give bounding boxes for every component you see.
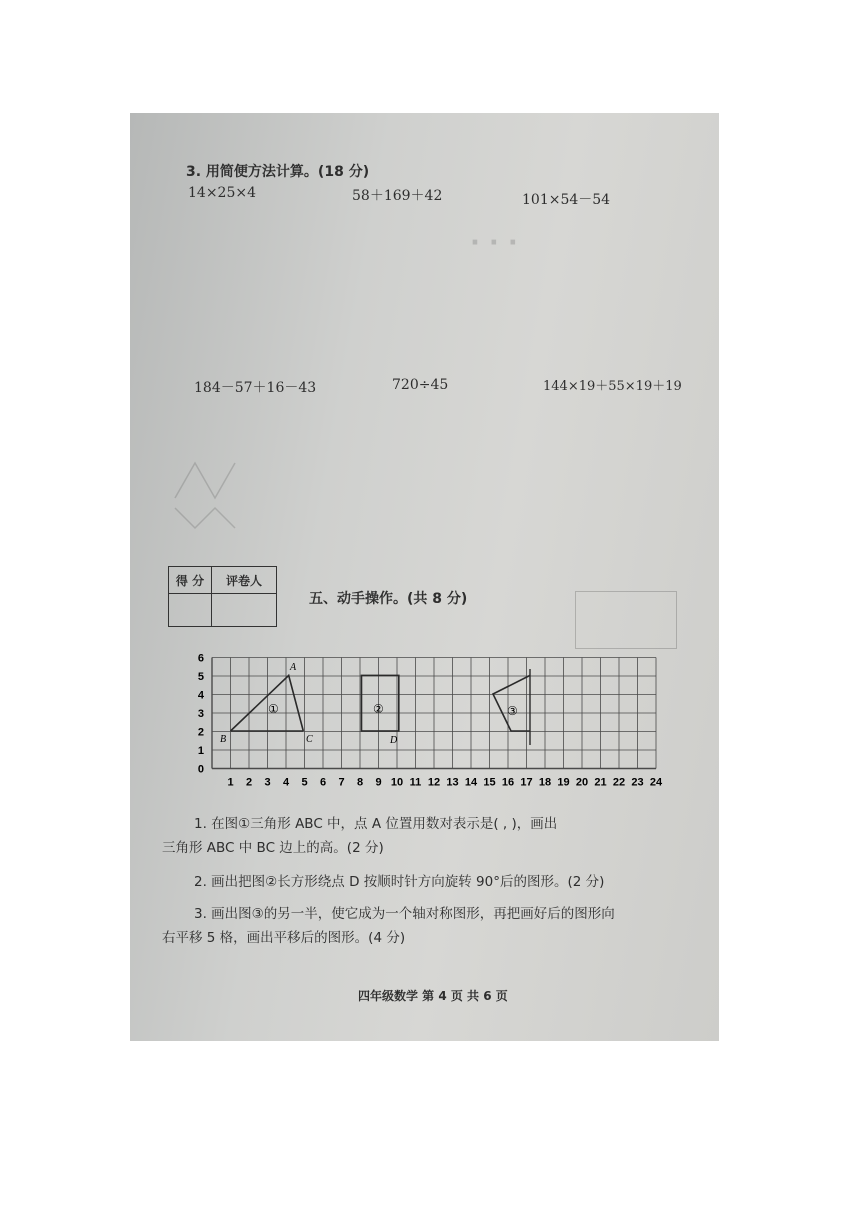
question-1-line1: 1. 在图①三角形 ABC 中，点 A 位置用数对表示是( , )，画出 [194,816,558,832]
coordinate-grid [190,645,665,795]
x-tick-label: 19 [557,776,570,789]
score-cell [169,594,212,627]
label-point-d: D [390,735,398,746]
x-tick-label: 8 [356,776,364,789]
x-tick-label: 21 [594,776,607,789]
question-3-line1: 3. 画出图③的另一半，使它成为一个轴对称图形，再把画好后的图形向 [194,906,615,922]
x-tick-label: 24 [649,776,663,789]
x-tick-label: 6 [319,776,327,789]
score-header: 得 分 [169,567,212,594]
y-tick-label: 6 [197,652,204,665]
expr-1: 14×25×4 [188,185,256,201]
x-tick-label: 18 [538,776,552,789]
label-point-c: C [306,734,313,745]
y-tick-label: 4 [197,689,204,702]
x-tick-label: 10 [390,776,404,789]
x-tick-label: 15 [483,776,496,789]
grader-header: 评卷人 [212,567,277,594]
x-tick-label: 2 [245,776,253,789]
x-tick-label: 23 [631,776,644,789]
x-tick-label: 13 [446,776,459,789]
section5-title: 五、动手操作。(共 8 分) [309,591,468,607]
expr-3: 101×54－54 [522,192,611,208]
grader-cell [212,594,277,627]
x-tick-label: 5 [301,776,308,789]
x-tick-label: 20 [575,776,589,789]
x-tick-label: 9 [375,776,382,789]
expr-4: 184－57＋16－43 [194,380,317,396]
label-point-b: B [220,734,227,745]
y-tick-label: 2 [197,726,204,739]
y-tick-label: 5 [197,671,204,683]
scanned-page-photo: · · · 3. 用简便方法计算。(18 分) 14×25×4 58＋169＋42 101×54－54 184－57＋16－43 720÷45 144×19＋55×19＋19 五、动手操作。(共 8 分) 1. 在图①三角形 ABC 中，点 A 位置用数对表示是( , )，画出 三角形 ABC 中 BC 边上的高。(2 分) 2. 画出把图②长方形绕点 D 按顺时针方向旋转 90°后的图形。(2 分) 3. 画出图③的另一半，使它成为一个轴对称图形，再把画好后的图形向 右平移 5 格，画出平移后的图形。(4 分) 四年级数学 第 4 页 共 6 页 [130,113,719,1041]
section3-title: 3. 用简便方法计算。(18 分) [186,164,370,180]
y-tick-label: 3 [197,708,204,720]
label-point-a: A [290,662,297,673]
figure-2-label: ② [373,702,384,716]
x-tick-label: 7 [338,776,345,789]
figure-1-triangle [231,675,304,731]
x-tick-label: 4 [282,776,290,789]
expr-2: 58＋169＋42 [352,188,443,204]
bleed-through-shape [170,458,250,533]
page-footer: 四年级数学 第 4 页 共 6 页 [358,989,508,1003]
figure-3-label: ③ [507,704,518,718]
question-3-line2: 右平移 5 格，画出平移后的图形。(4 分) [162,930,406,946]
bleed-through-box [575,591,677,649]
x-tick-label: 22 [612,776,626,789]
score-table [168,566,277,627]
question-1-line2: 三角形 ABC 中 BC 边上的高。(2 分) [162,840,384,856]
x-tick-label: 17 [520,776,533,789]
expr-6: 144×19＋55×19＋19 [543,379,682,394]
expr-5: 720÷45 [392,377,449,393]
question-2: 2. 画出把图②长方形绕点 D 按顺时针方向旋转 90°后的图形。(2 分) [194,874,605,890]
x-tick-label: 3 [264,776,271,789]
y-tick-label: 1 [197,745,204,757]
y-tick-label: 0 [197,763,204,776]
x-tick-label: 16 [501,776,515,789]
x-tick-label: 12 [427,776,441,789]
x-tick-label: 1 [227,776,234,789]
figure-1-label: ① [268,702,279,716]
x-tick-label: 11 [409,776,422,789]
x-tick-label: 14 [464,776,478,789]
